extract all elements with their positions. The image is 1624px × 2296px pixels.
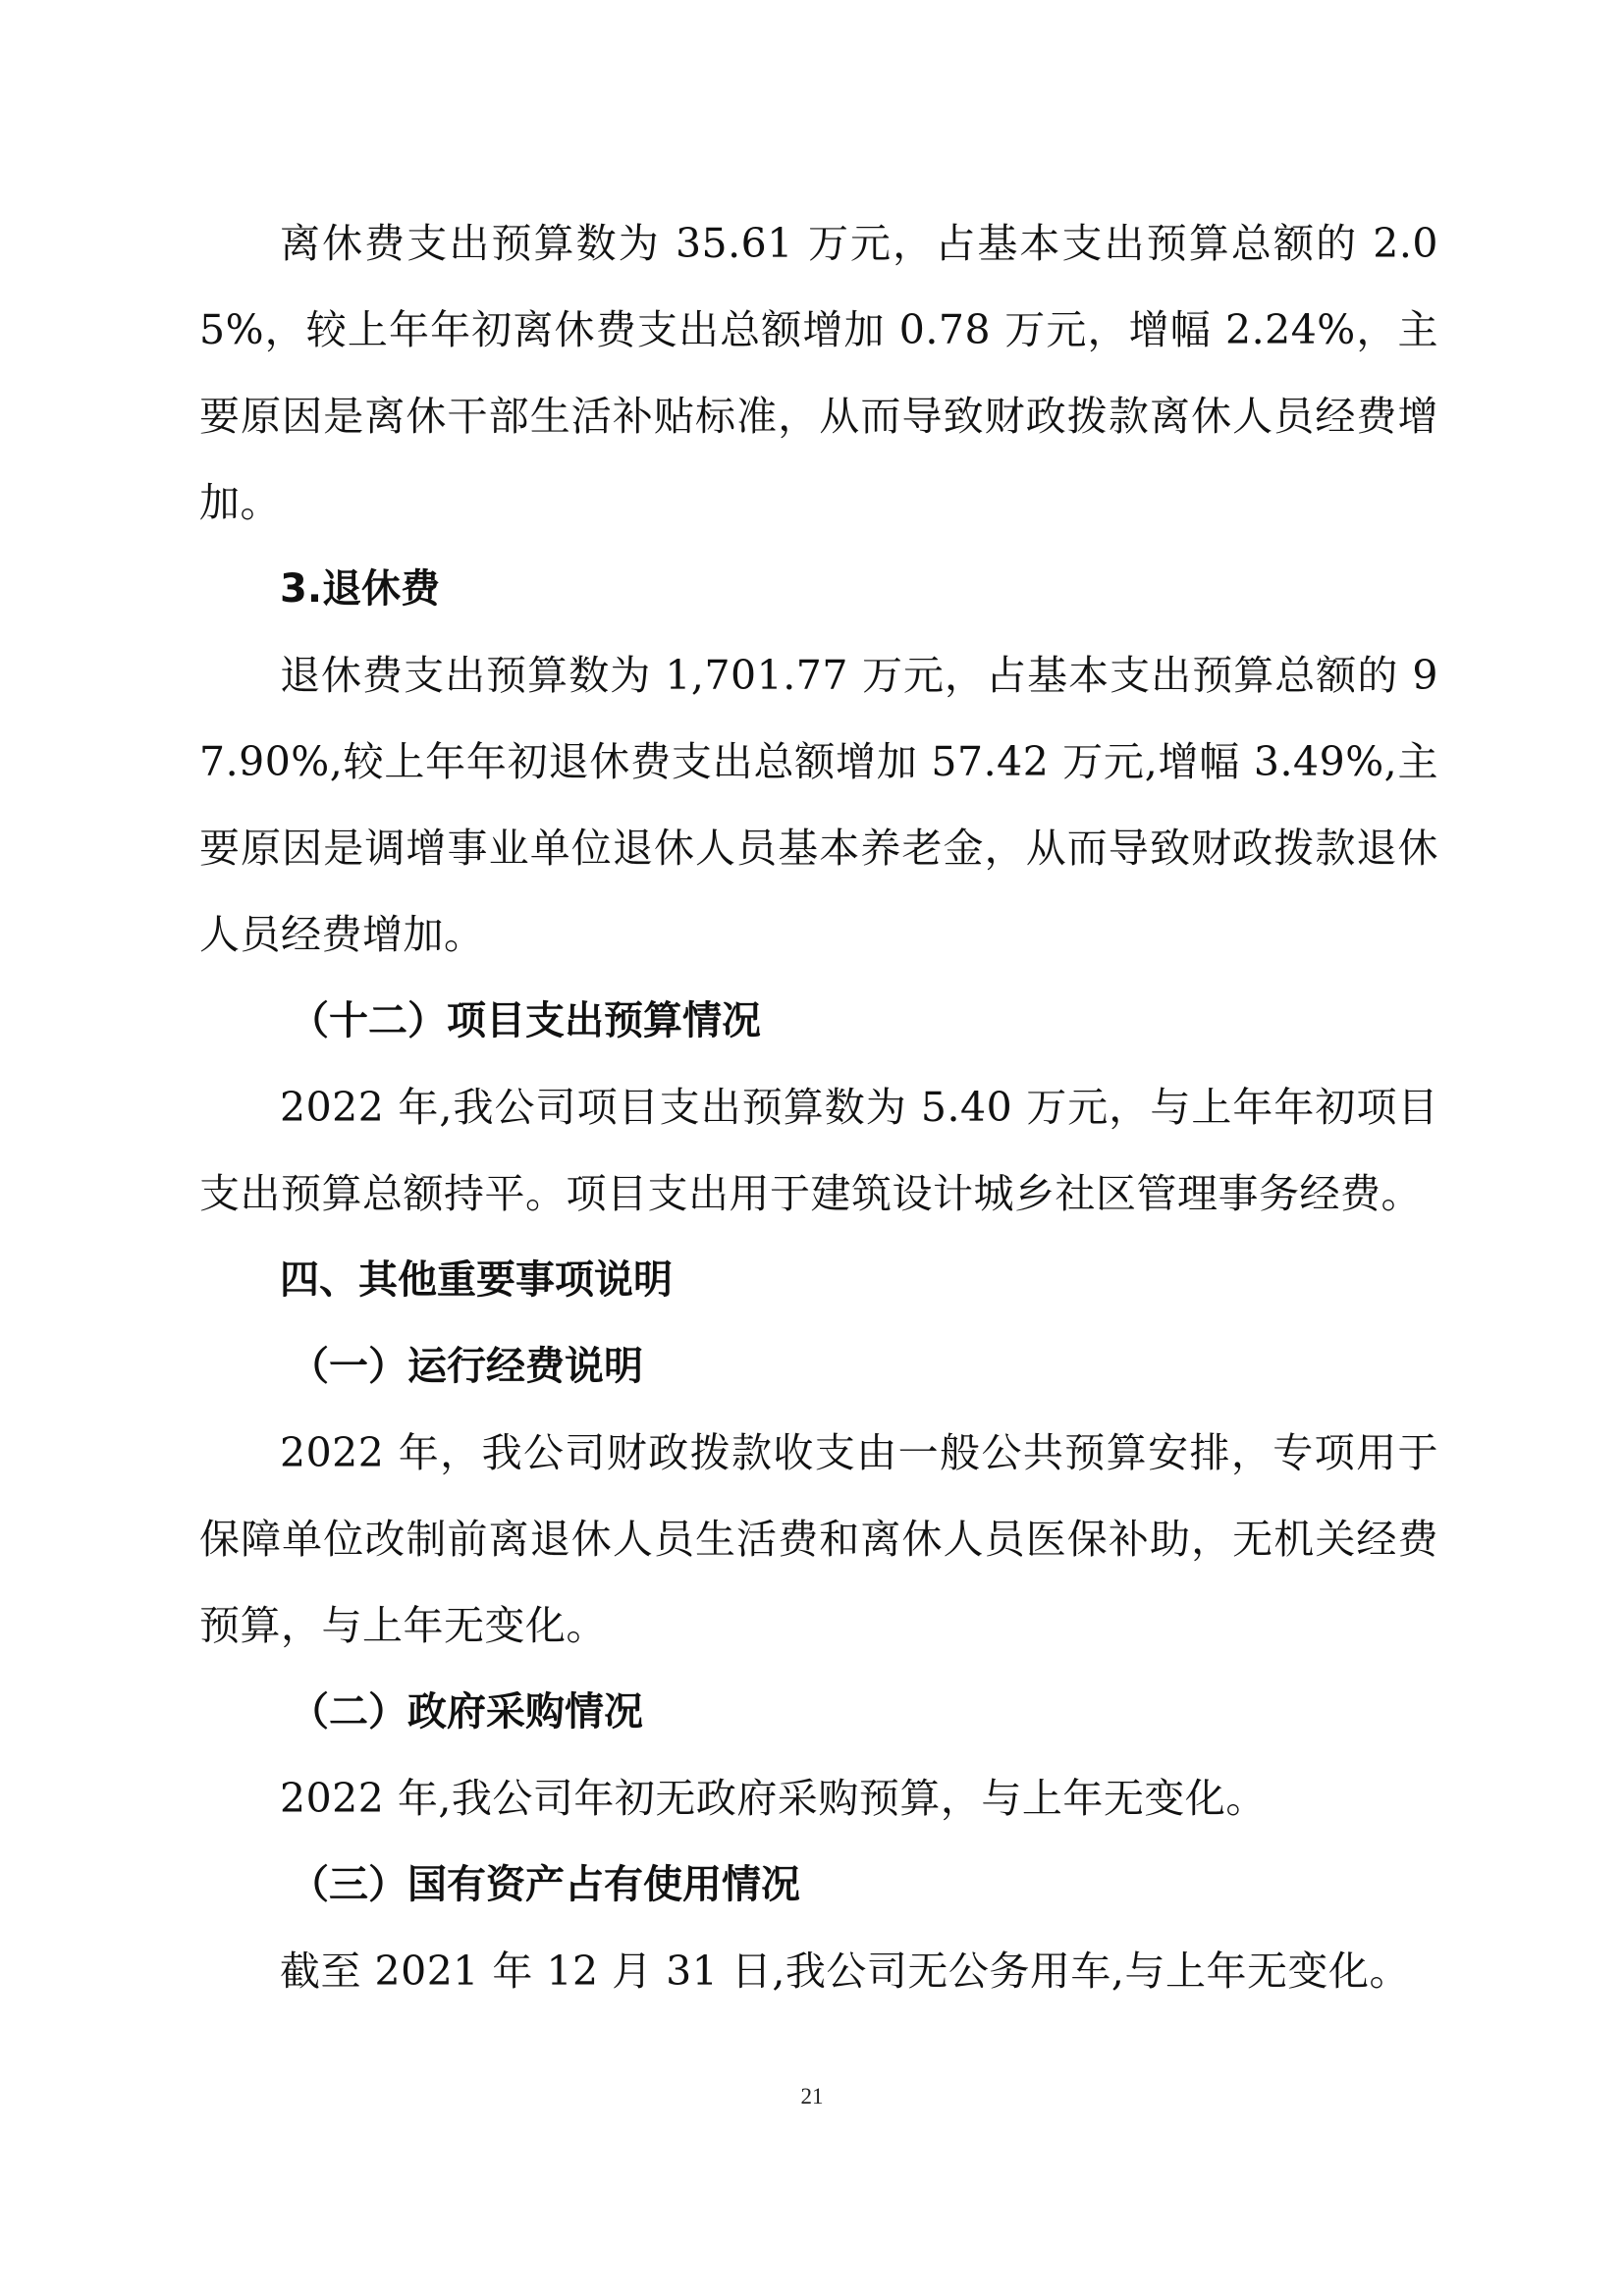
paragraph-retirement-fee: 退休费支出预算数为 1,701.77 万元，占基本支出预算总额的 97.90%,较上年年初退休费支出总额增加 57.42 万元,增幅 3.49%,主要原因是调增事业单位退休人员基本养老金，从而导致财政拨款退休人员经费增加。 [199,652,1438,958]
paragraph-state-assets: 截至 2021 年 12 月 31 日,我公司无公务用车,与上年无变化。 [280,1948,1410,1995]
paragraph-project-expenditure: 2022 年,我公司项目支出预算数为 5.40 万元，与上年年初项目支出预算总额持平。项目支出用于建筑设计城乡社区管理事务经费。 [199,1084,1438,1217]
paragraph-government-procurement: 2022 年,我公司年初无政府采购预算，与上年无变化。 [280,1775,1267,1822]
page-number: 21 [800,2084,824,2109]
heading-project-expenditure: （十二）项目支出预算情况 [290,998,761,1043]
heading-government-procurement: （二）政府采购情况 [290,1689,643,1735]
heading-state-assets: （三）国有资产占有使用情况 [290,1862,800,1907]
paragraph-retiree-allowance: 离休费支出预算数为 35.61 万元，占基本支出预算总额的 2.05%，较上年年初离休费支出总额增加 0.78 万元，增幅 2.24%，主要原因是离休干部生活补贴标准，从而导致财政拨款离休人员经费增加。 [199,220,1438,526]
paragraph-operating-expenses: 2022 年，我公司财政拨款收支由一般公共预算安排，专项用于保障单位改制前离退休人员生活费和离休人员医保补助，无机关经费预算，与上年无变化。 [199,1429,1438,1649]
heading-operating-expenses: （一）运行经费说明 [290,1344,643,1389]
heading-other-matters: 四、其他重要事项说明 [280,1257,673,1303]
page-content [199,200,1438,2014]
heading-retirement-fee: 3.退休费 [280,566,441,612]
